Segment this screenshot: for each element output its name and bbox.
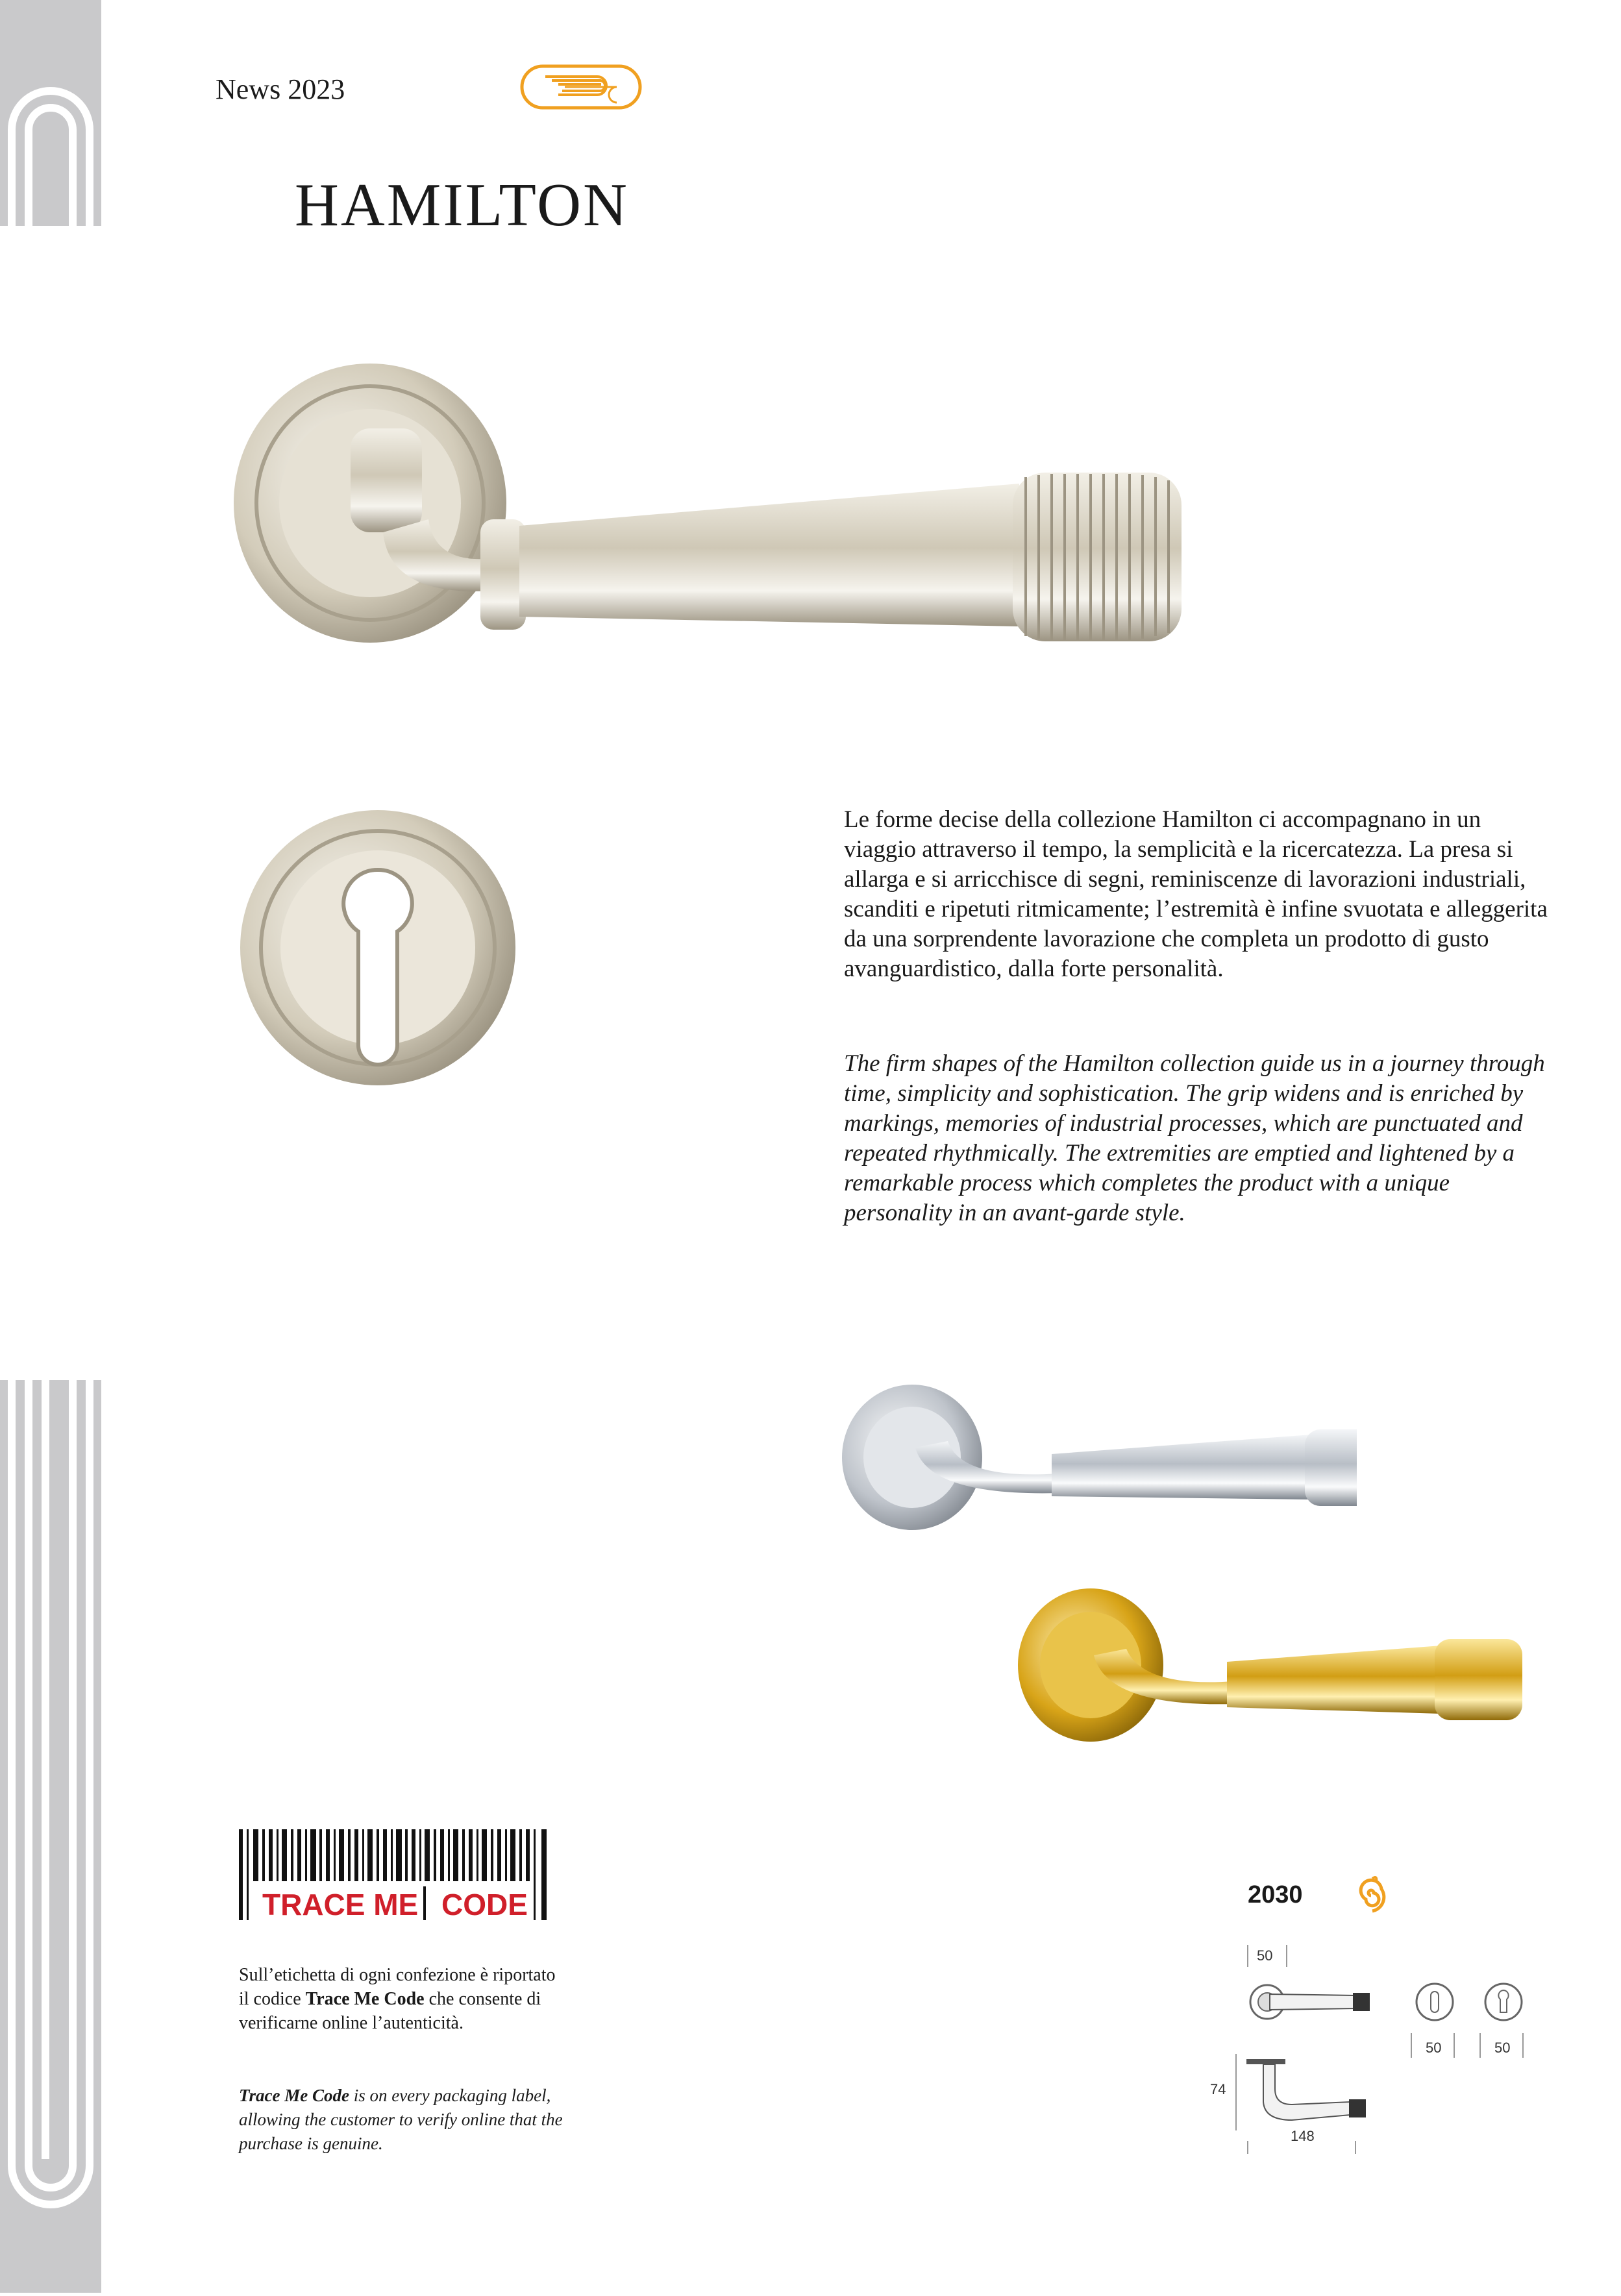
- escutcheon-dimension-ticks: [1409, 2032, 1526, 2062]
- dimension-rose-diameter: 50: [1257, 1947, 1273, 1964]
- product-code: 2030: [1248, 1881, 1303, 1908]
- description-italian: Le forme decise della collezione Hamilton ci accompagnano in un viaggio attraverso il tempo, la semplicità e la ricercatezza. La presa si allarga e si arricchisce di segni, reminiscenze di lavorazioni industriali, scanditi e ripetuti ritmicamente; l’estremità è infine svuotata e alleggerita da una sorprendente lavorazione che completa un prodotto di gusto avanguardistico, dalla forte personalità.: [844, 806, 1548, 982]
- strip-arch-ornament-bottom: [0, 1380, 101, 2293]
- trace-me-text: TRACE ME: [262, 1888, 419, 1920]
- trace-me-code-italian: Sull’etichetta di ogni confezione è riportato il codice Trace Me Code che consente di verificarne online l’autenticità.: [239, 1965, 556, 2033]
- escutcheon-image: [235, 805, 521, 1091]
- left-decorative-strip-top: [0, 0, 101, 226]
- drawing-escutcheon-round: [1414, 1981, 1455, 2023]
- drawing-handle-front: [1244, 1941, 1374, 2045]
- handle-main-image: [221, 364, 1233, 675]
- dimension-length: 148: [1291, 2128, 1315, 2144]
- trace-me-code-logo: [239, 1829, 548, 1920]
- handle-chrome-image: [837, 1383, 1357, 1538]
- edition-label: News 2023: [216, 73, 345, 105]
- description-english: The firm shapes of the Hamilton collection guide us in a journey through time, simplicity and sophistication. The grip widens and is enriched by markings, memories of industrial processes, which are punctuated and repeated rhythmically. The extremities are emptied and lightened by a remarkable process which completes the product with a unique personality in an avant-garde style.: [844, 1050, 1545, 1226]
- code-text: CODE: [441, 1888, 528, 1920]
- handle-gold-image: [1013, 1584, 1532, 1746]
- brand-logo-icon: [519, 64, 643, 110]
- left-decorative-strip-bottom: [0, 1380, 101, 2293]
- collection-title: HAMILTON: [295, 171, 629, 239]
- drawing-escutcheon-cylinder: [1483, 1981, 1524, 2023]
- strip-arch-ornament-top: [0, 0, 101, 226]
- spiral-icon: [1353, 1872, 1389, 1918]
- trace-me-code-english: Trace Me Code is on every packaging label, allowing the customer to verify online that the purchase is genuine.: [239, 2086, 563, 2153]
- dimension-height: 74: [1210, 2081, 1226, 2097]
- dimension-escutcheon-2: 50: [1494, 2040, 1511, 2056]
- dimension-escutcheon-1: 50: [1426, 2040, 1442, 2056]
